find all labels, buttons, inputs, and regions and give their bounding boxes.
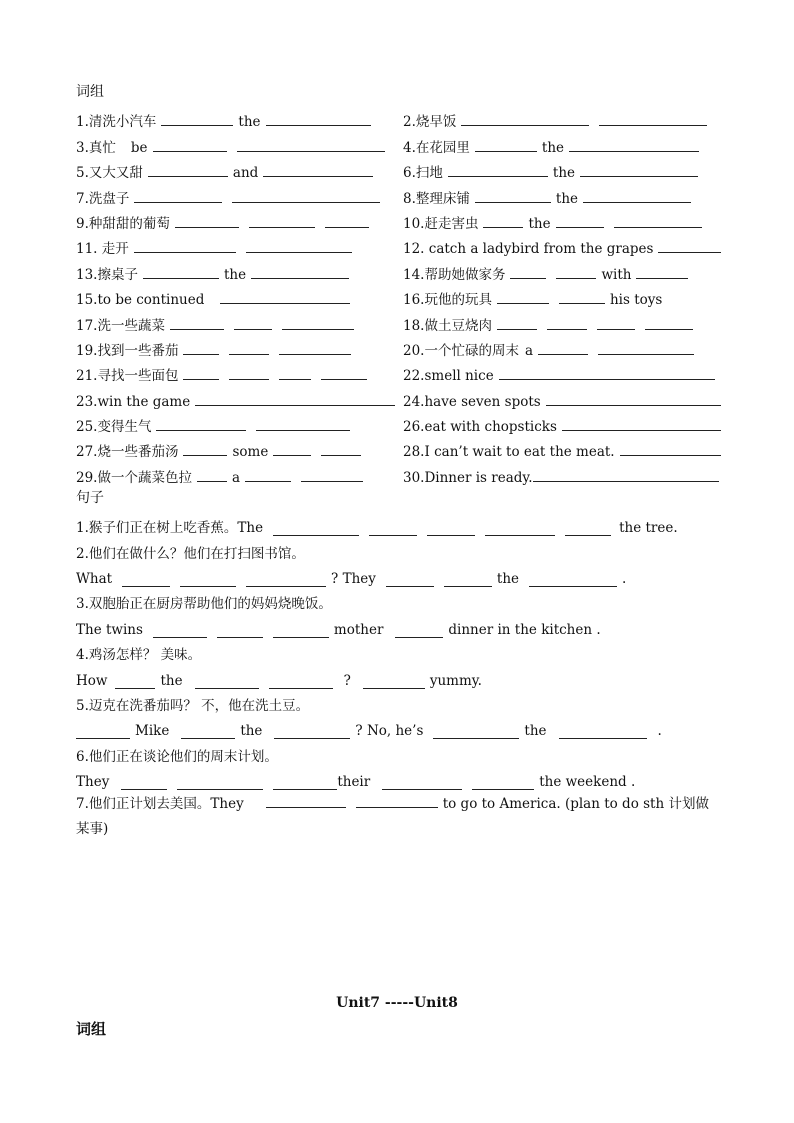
answer-blank[interactable] — [547, 317, 587, 330]
answer-blank[interactable] — [273, 523, 359, 536]
sentence-line — [76, 790, 721, 842]
answer-blank[interactable] — [234, 317, 272, 330]
answer-blank[interactable] — [427, 523, 475, 536]
answer-blank[interactable] — [161, 113, 233, 126]
phrase-prompt: 9.种甜甜的葡萄 — [76, 215, 170, 232]
sentence-prompt: 7.他们正计划去美国。They — [76, 796, 244, 813]
sentence-line — [76, 562, 721, 587]
phrase-prompt: 10.赶走害虫 — [403, 215, 479, 232]
sentence-text: The twins — [76, 621, 143, 638]
phrase-prompt: 7.洗盘子 — [76, 190, 130, 207]
answer-blank[interactable] — [181, 726, 235, 739]
answer-blank[interactable] — [483, 215, 523, 228]
phrase-row — [76, 334, 721, 359]
sentence-line — [76, 689, 721, 714]
phrase-hint: the — [238, 114, 261, 131]
sentence-prompt: 6.他们正在谈论他们的周末计划。 — [76, 748, 278, 765]
answer-blank[interactable] — [301, 469, 363, 482]
sentence-line — [76, 612, 721, 637]
answer-blank[interactable] — [245, 469, 291, 482]
answer-blank[interactable] — [395, 625, 443, 638]
answer-blank[interactable] — [183, 342, 219, 355]
phrase-row — [76, 156, 721, 181]
answer-blank[interactable] — [658, 240, 721, 253]
answer-blank[interactable] — [229, 342, 269, 355]
phrase-prompt: 15.to be continued — [76, 292, 205, 309]
answer-blank[interactable] — [175, 215, 239, 228]
answer-blank[interactable] — [153, 139, 227, 152]
answer-blank[interactable] — [538, 342, 588, 355]
answer-blank[interactable] — [266, 113, 371, 126]
answer-blank[interactable] — [143, 266, 219, 279]
answer-blank[interactable] — [220, 291, 350, 304]
answer-blank[interactable] — [448, 164, 548, 177]
sentence-prompt: 4.鸡汤怎样？ 美味。 — [76, 647, 202, 664]
phrase-hint: the — [528, 215, 551, 232]
answer-blank[interactable] — [386, 574, 434, 587]
answer-blank[interactable] — [475, 139, 537, 152]
answer-blank[interactable] — [183, 443, 227, 456]
answer-blank[interactable] — [273, 625, 329, 638]
answer-blank[interactable] — [229, 367, 269, 380]
answer-blank[interactable] — [183, 367, 219, 380]
sentence-text: ? They — [331, 571, 376, 588]
phrases-heading: 词组 — [76, 84, 104, 100]
phrase-row — [76, 207, 721, 232]
sentence-line — [76, 536, 721, 561]
answer-blank[interactable] — [556, 215, 604, 228]
worksheet-page — [76, 80, 721, 842]
sentence-text: to go to America. (plan to do sth 计划做某事) — [76, 796, 709, 838]
phrase-prompt: 21.寻找一些面包 — [76, 368, 179, 385]
answer-blank[interactable] — [217, 625, 263, 638]
phrase-row — [76, 181, 721, 206]
answer-blank[interactable] — [597, 317, 635, 330]
phrase-prompt: 29.做一个蔬菜色拉 — [76, 469, 192, 486]
answer-blank[interactable] — [497, 317, 537, 330]
answer-blank[interactable] — [599, 113, 707, 126]
phrase-hint: and — [232, 165, 259, 182]
answer-blank[interactable] — [382, 777, 462, 790]
answer-blank[interactable] — [472, 777, 534, 790]
sentence-text: ? No, he’s — [355, 723, 424, 740]
answer-blank[interactable] — [266, 795, 346, 808]
answer-blank[interactable] — [279, 367, 311, 380]
answer-blank[interactable] — [251, 266, 349, 279]
phrase-prompt: 27.烧一些番茄汤 — [76, 444, 179, 461]
answer-blank[interactable] — [583, 190, 691, 203]
sentence-prompt: 3.双胞胎正在厨房帮助他们的妈妈烧晚饭。 — [76, 596, 332, 613]
phrase-prompt: 24.have seven spots — [403, 393, 541, 410]
sentence-text: mother — [333, 621, 384, 638]
sentence-text: their — [337, 774, 371, 791]
phrase-prompt: 13.擦桌子 — [76, 266, 138, 283]
answer-blank[interactable] — [237, 139, 385, 152]
answer-blank[interactable] — [569, 139, 699, 152]
phrase-row — [76, 130, 721, 155]
sentence-text: the tree. — [619, 520, 678, 537]
phrase-hint: a — [231, 469, 241, 486]
phrase-row — [76, 460, 721, 485]
answer-blank[interactable] — [614, 215, 702, 228]
sentence-text: the — [240, 723, 263, 740]
answer-blank[interactable] — [356, 795, 438, 808]
answer-blank[interactable] — [433, 726, 519, 739]
answer-blank[interactable] — [620, 443, 721, 456]
answer-blank[interactable] — [321, 443, 361, 456]
answer-blank[interactable] — [444, 574, 492, 587]
phrase-prompt: 14.帮助她做家务 — [403, 266, 506, 283]
phrase-row — [76, 232, 721, 257]
phrase-prompt: 11. 走开 — [76, 241, 129, 258]
answer-blank[interactable] — [249, 215, 315, 228]
sentence-text: . — [622, 571, 627, 588]
sentence-text: How — [76, 672, 108, 689]
sentence-text: What — [76, 571, 113, 588]
answer-blank[interactable] — [533, 469, 719, 482]
answer-blank[interactable] — [497, 291, 549, 304]
answer-blank[interactable] — [170, 317, 224, 330]
answer-blank[interactable] — [256, 418, 350, 431]
sentence-text: the weekend . — [539, 774, 636, 791]
answer-blank[interactable] — [279, 342, 351, 355]
phrase-hint: his toys — [609, 292, 663, 309]
answer-blank[interactable] — [273, 777, 337, 790]
phrases-heading-2: 词组 — [76, 1020, 107, 1038]
phrase-row — [76, 283, 721, 308]
phrase-prompt: 26.eat with chopsticks — [403, 419, 557, 436]
sentence-text: yummy. — [429, 672, 482, 689]
phrase-prompt: 25.变得生气 — [76, 419, 152, 436]
answer-blank[interactable] — [529, 574, 617, 587]
phrase-list — [76, 105, 721, 486]
answer-blank[interactable] — [134, 240, 236, 253]
sentences-heading: 句子 — [76, 489, 104, 506]
answer-blank[interactable] — [246, 574, 326, 587]
answer-blank[interactable] — [485, 523, 555, 536]
answer-blank[interactable] — [559, 726, 647, 739]
phrase-prompt: 28.I can’t wait to eat the meat. — [403, 444, 615, 461]
phrase-hint: the — [552, 165, 575, 182]
phrase-row — [76, 308, 721, 333]
answer-blank[interactable] — [556, 266, 596, 279]
sentence-list — [76, 511, 721, 842]
answer-blank[interactable] — [282, 317, 354, 330]
answer-blank[interactable] — [273, 443, 311, 456]
answer-blank[interactable] — [565, 523, 611, 536]
sentence-text: the — [160, 672, 183, 689]
answer-blank[interactable] — [546, 393, 721, 406]
answer-blank[interactable] — [180, 574, 236, 587]
answer-blank[interactable] — [195, 676, 259, 689]
phrase-prompt: 19.找到一些番茄 — [76, 342, 179, 359]
answer-blank[interactable] — [510, 266, 546, 279]
phrase-row — [76, 359, 721, 384]
answer-blank[interactable] — [369, 523, 417, 536]
sentence-prompt: 1.猴子们正在树上吃香蕉。The — [76, 520, 264, 537]
unit-title: Unit7 -----Unit8 — [336, 995, 458, 1011]
answer-blank[interactable] — [269, 676, 333, 689]
phrase-hint: the — [555, 190, 578, 207]
answer-blank[interactable] — [580, 164, 698, 177]
phrase-prompt: 16.玩他的玩具 — [403, 292, 492, 309]
answer-blank[interactable] — [461, 113, 589, 126]
sentence-text: . — [657, 723, 662, 740]
sentence-line — [76, 739, 721, 764]
phrase-prompt: 22.smell nice — [403, 368, 494, 385]
phrase-prompt: 5.又大又甜 — [76, 165, 143, 182]
phrase-prompt: 12. catch a ladybird from the grapes — [403, 241, 654, 258]
phrase-hint: the — [541, 139, 564, 156]
phrase-row — [76, 410, 721, 435]
phrase-hint: some — [232, 444, 269, 461]
answer-blank[interactable] — [363, 676, 425, 689]
phrase-row — [76, 105, 721, 130]
sentence-prompt: 5.迈克在洗番茄吗？ 不，他在洗土豆。 — [76, 697, 310, 714]
answer-blank[interactable] — [148, 164, 228, 177]
answer-blank[interactable] — [325, 215, 369, 228]
phrase-hint: be — [130, 139, 148, 156]
phrase-prompt: 20.一个忙碌的周末 — [403, 342, 519, 359]
phrase-prompt: 8.整理床铺 — [403, 190, 470, 207]
phrase-prompt: 3.真忙 — [76, 139, 116, 156]
answer-blank[interactable] — [156, 418, 246, 431]
phrase-prompt: 18.做土豆烧肉 — [403, 317, 492, 334]
phrase-hint: with — [601, 266, 632, 283]
sentence-line — [76, 511, 721, 536]
sentence-line — [76, 587, 721, 612]
answer-blank[interactable] — [636, 266, 688, 279]
sentence-line — [76, 765, 721, 790]
phrase-prompt: 1.清洗小汽车 — [76, 114, 157, 131]
answer-blank[interactable] — [246, 240, 352, 253]
sentence-text: dinner in the kitchen . — [448, 621, 601, 638]
phrase-prompt: 23.win the game — [76, 393, 191, 410]
phrase-row — [76, 384, 721, 409]
answer-blank[interactable] — [134, 190, 222, 203]
answer-blank[interactable] — [559, 291, 605, 304]
sentence-text: ? — [343, 672, 351, 689]
sentence-prompt: 2.他们在做什么？他们在打扫图书馆。 — [76, 545, 305, 562]
answer-blank[interactable] — [197, 469, 227, 482]
answer-blank[interactable] — [232, 190, 380, 203]
sentence-text: the — [496, 571, 520, 588]
answer-blank[interactable] — [153, 625, 207, 638]
answer-blank[interactable] — [76, 726, 130, 739]
answer-blank[interactable] — [121, 777, 167, 790]
answer-blank[interactable] — [499, 367, 715, 380]
phrase-row — [76, 435, 721, 460]
phrase-prompt: 2.烧早饭 — [403, 114, 457, 131]
sentence-text: the — [524, 723, 547, 740]
phrase-prompt: 30.Dinner is ready. — [403, 469, 533, 486]
answer-blank[interactable] — [115, 676, 155, 689]
answer-blank[interactable] — [475, 190, 551, 203]
answer-blank[interactable] — [195, 393, 395, 406]
answer-blank[interactable] — [177, 777, 263, 790]
answer-blank[interactable] — [645, 317, 693, 330]
answer-blank[interactable] — [122, 574, 170, 587]
answer-blank[interactable] — [274, 726, 350, 739]
answer-blank[interactable] — [598, 342, 694, 355]
phrase-prompt: 6.扫地 — [403, 165, 443, 182]
answer-blank[interactable] — [263, 164, 373, 177]
phrase-row — [76, 257, 721, 282]
answer-blank[interactable] — [562, 418, 721, 431]
answer-blank[interactable] — [321, 367, 367, 380]
phrase-hint: the — [223, 266, 247, 283]
sentence-line — [76, 714, 721, 739]
sentence-line — [76, 638, 721, 663]
phrase-prompt: 17.洗一些蔬菜 — [76, 317, 165, 334]
sentence-line — [76, 663, 721, 688]
phrase-prompt: 4.在花园里 — [403, 139, 470, 156]
phrase-hint: a — [524, 342, 534, 359]
sentence-text: Mike — [135, 723, 170, 740]
sentence-text: They — [76, 774, 110, 791]
